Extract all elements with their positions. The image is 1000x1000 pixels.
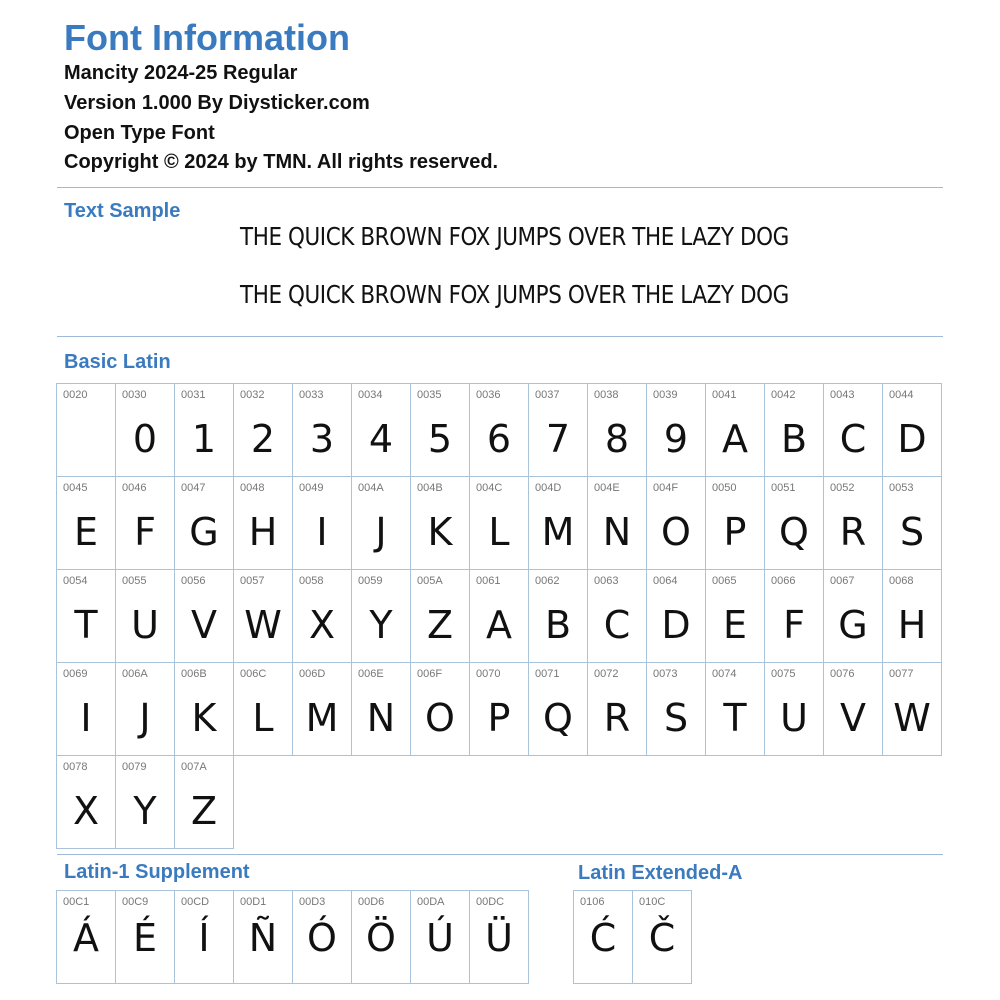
glyph-cell [352,891,411,984]
glyph-code: 0053 [889,482,914,494]
glyph-cell [411,891,470,984]
glyph-char: N [602,510,632,554]
glyph-code: 0057 [240,575,265,587]
glyph-code: 0050 [712,482,737,494]
glyph-cell [352,384,411,477]
glyph-code: 0054 [63,575,88,587]
glyph-code: 0065 [712,575,737,587]
glyph-char: X [72,789,100,833]
glyph-cell [57,477,116,570]
page-title: Font Information [64,17,350,58]
glyph-char: X [308,603,336,647]
glyph-cell [234,384,293,477]
glyph-char: F [783,603,805,647]
glyph-code: 0046 [122,482,147,494]
glyph-char: B [544,603,572,647]
glyph-cell [175,891,234,984]
glyph-char: L [252,696,274,740]
glyph-code: 004C [476,482,503,494]
glyph-code: 00CD [181,896,210,908]
glyph-cell [175,570,234,663]
glyph-cell [293,477,352,570]
glyph-code: 006A [122,668,148,680]
latin-extended-a-grid [573,890,692,984]
glyph-cell [57,384,116,477]
glyph-code: 00D6 [358,896,385,908]
glyph-cell [574,891,633,984]
divider [57,187,943,188]
glyph-char: J [375,510,387,554]
glyph-char: O [661,510,691,554]
glyph-code: 0044 [889,389,914,401]
glyph-cell [352,570,411,663]
glyph-cell [175,663,234,756]
glyph-char: 4 [368,417,394,461]
latin-extended-a-heading: Latin Extended-A [578,862,743,884]
glyph-cell [647,663,706,756]
glyph-char: H [248,510,278,554]
glyph-code: 0055 [122,575,147,587]
glyph-cell [234,570,293,663]
glyph-char: 2 [250,417,276,461]
glyph-code: 006D [299,668,326,680]
glyph-char: G [838,603,868,647]
glyph-cell [883,663,942,756]
glyph-char: 9 [663,417,689,461]
glyph-char: P [487,696,511,740]
glyph-code: 0034 [358,389,383,401]
glyph-cell [57,570,116,663]
glyph-cell [234,891,293,984]
glyph-code: 00DC [476,896,505,908]
glyph-code: 004E [594,482,620,494]
glyph-code: 0030 [122,389,147,401]
glyph-char: B [780,417,808,461]
glyph-char: N [366,696,396,740]
font-name: Mancity 2024-25 Regular [64,62,298,84]
glyph-cell [411,384,470,477]
latin1-supplement-grid [56,890,529,984]
glyph-cell [647,384,706,477]
glyph-code: 0037 [535,389,560,401]
glyph-code: 0033 [299,389,324,401]
glyph-char: K [191,696,217,740]
glyph-code: 0042 [771,389,796,401]
glyph-cell [470,477,529,570]
glyph-char: W [244,603,282,647]
glyph-cell [470,570,529,663]
glyph-code: 0106 [580,896,605,908]
glyph-char: C [603,603,631,647]
glyph-cell [765,570,824,663]
glyph-code: 0074 [712,668,737,680]
glyph-code: 0075 [771,668,796,680]
glyph-cell [57,663,116,756]
glyph-cell [824,663,883,756]
glyph-code: 0051 [771,482,796,494]
glyph-char: Q [543,696,573,740]
glyph-cell [647,477,706,570]
glyph-char: L [488,510,510,554]
font-version: Version 1.000 By Diysticker.com [64,92,370,114]
glyph-char: K [427,510,453,554]
glyph-cell [883,570,942,663]
glyph-char: Y [369,603,393,647]
glyph-char: S [899,510,925,554]
glyph-cell [175,477,234,570]
glyph-code: 0041 [712,389,737,401]
glyph-code: 0063 [594,575,619,587]
glyph-cell [352,477,411,570]
glyph-char: O [425,696,455,740]
glyph-cell [116,384,175,477]
glyph-cell [411,663,470,756]
glyph-char: V [840,696,866,740]
glyph-char: D [661,603,691,647]
glyph-code: 0039 [653,389,678,401]
glyph-char: Ü [485,916,513,960]
glyph-code: 0058 [299,575,324,587]
glyph-cell [706,663,765,756]
glyph-code: 006F [417,668,443,680]
glyph-code: 0031 [181,389,206,401]
glyph-cell [529,477,588,570]
glyph-char: I [80,696,92,740]
glyph-char: M [305,696,339,740]
glyph-cell [57,756,116,849]
glyph-char: 1 [191,417,217,461]
glyph-code: 0048 [240,482,265,494]
glyph-char: Z [190,789,218,833]
glyph-char: Ö [366,916,396,960]
glyph-code: 0077 [889,668,914,680]
glyph-cell [824,570,883,663]
glyph-cell [470,663,529,756]
font-type: Open Type Font [64,122,215,144]
glyph-code: 004A [358,482,384,494]
glyph-code: 0067 [830,575,855,587]
glyph-char: W [893,696,931,740]
glyph-char: 0 [132,417,158,461]
glyph-cell [352,663,411,756]
glyph-cell [116,570,175,663]
glyph-cell [824,384,883,477]
glyph-cell [824,477,883,570]
text-sample-heading: Text Sample [64,200,181,222]
glyph-cell [234,663,293,756]
glyph-code: 006E [358,668,384,680]
glyph-char: 5 [427,417,453,461]
glyph-char: M [541,510,575,554]
glyph-cell [57,891,116,984]
glyph-cell [706,570,765,663]
basic-latin-heading: Basic Latin [64,351,171,373]
glyph-code: 0070 [476,668,501,680]
glyph-code: 0069 [63,668,88,680]
glyph-char: Ć [589,916,617,960]
glyph-cell [411,477,470,570]
glyph-code: 0059 [358,575,383,587]
glyph-cell [706,384,765,477]
glyph-char: G [189,510,219,554]
glyph-char: P [723,510,747,554]
glyph-char: Ó [307,916,337,960]
glyph-cell [588,384,647,477]
text-sample-line: THE QUICK BROWN FOX JUMPS OVER THE LAZY DOG [240,280,789,309]
text-sample-line: THE QUICK BROWN FOX JUMPS OVER THE LAZY DOG [240,222,789,251]
glyph-char: Í [198,916,210,960]
glyph-code: 00DA [417,896,445,908]
glyph-char: H [897,603,927,647]
glyph-char: Z [426,603,454,647]
divider [57,854,943,855]
glyph-char: F [134,510,156,554]
glyph-char: V [191,603,217,647]
glyph-char: Y [133,789,157,833]
glyph-code: 007A [181,761,207,773]
glyph-code: 004F [653,482,679,494]
glyph-char: D [897,417,927,461]
glyph-char: E [73,510,98,554]
divider [57,336,943,337]
glyph-char: J [139,696,151,740]
glyph-code: 0066 [771,575,796,587]
glyph-code: 0064 [653,575,678,587]
glyph-cell [588,663,647,756]
glyph-cell [529,384,588,477]
glyph-code: 0076 [830,668,855,680]
glyph-code: 0079 [122,761,147,773]
glyph-cell [293,570,352,663]
glyph-cell [883,384,942,477]
glyph-code: 0043 [830,389,855,401]
glyph-char: Č [648,916,676,960]
glyph-code: 0062 [535,575,560,587]
glyph-char: Ú [426,916,454,960]
glyph-code: 00C9 [122,896,149,908]
glyph-code: 004D [535,482,562,494]
basic-latin-grid [56,383,942,849]
glyph-cell [175,756,234,849]
glyph-char: R [603,696,631,740]
glyph-char: U [131,603,159,647]
glyph-code: 0035 [417,389,442,401]
glyph-char: C [839,417,867,461]
glyph-code: 006C [240,668,267,680]
glyph-code: 0032 [240,389,265,401]
glyph-cell [116,891,175,984]
glyph-cell [470,384,529,477]
glyph-cell [116,477,175,570]
glyph-cell [529,663,588,756]
glyph-code: 00D1 [240,896,267,908]
glyph-char: Á [73,916,99,960]
glyph-char: S [663,696,689,740]
glyph-cell [647,570,706,663]
glyph-cell [293,384,352,477]
glyph-char: A [722,417,748,461]
glyph-cell [116,756,175,849]
glyph-cell [234,477,293,570]
glyph-code: 00C1 [63,896,90,908]
glyph-code: 0068 [889,575,914,587]
glyph-char: A [486,603,512,647]
glyph-code: 0052 [830,482,855,494]
glyph-char: 8 [604,417,630,461]
glyph-code: 0049 [299,482,324,494]
glyph-cell [588,570,647,663]
glyph-cell [470,891,529,984]
glyph-code: 0073 [653,668,678,680]
glyph-code: 0047 [181,482,206,494]
glyph-code: 010C [639,896,666,908]
glyph-char: É [132,916,157,960]
glyph-code: 004B [417,482,443,494]
glyph-cell [293,891,352,984]
glyph-cell [765,384,824,477]
glyph-char: I [316,510,328,554]
glyph-cell [883,477,942,570]
glyph-code: 0072 [594,668,619,680]
glyph-code: 006B [181,668,207,680]
glyph-code: 0045 [63,482,88,494]
glyph-code: 0071 [535,668,560,680]
glyph-cell [411,570,470,663]
glyph-code: 0078 [63,761,88,773]
glyph-cell [116,663,175,756]
glyph-char: T [74,603,98,647]
glyph-code: 005A [417,575,443,587]
glyph-code: 0061 [476,575,501,587]
glyph-cell [633,891,692,984]
glyph-char: E [722,603,747,647]
glyph-char: R [839,510,867,554]
glyph-code: 0038 [594,389,619,401]
copyright: Copyright © 2024 by TMN. All rights reserved. [64,151,499,173]
glyph-code: 0036 [476,389,501,401]
glyph-char: 3 [309,417,335,461]
glyph-cell [706,477,765,570]
glyph-char: U [780,696,808,740]
glyph-cell [529,570,588,663]
glyph-cell [765,663,824,756]
glyph-code: 00D3 [299,896,326,908]
latin1-supplement-heading: Latin-1 Supplement [64,861,250,883]
glyph-code: 0056 [181,575,206,587]
glyph-char: Q [779,510,809,554]
glyph-cell [588,477,647,570]
glyph-code: 0020 [63,389,88,401]
glyph-char: 7 [545,417,571,461]
glyph-char: 6 [486,417,512,461]
glyph-cell [293,663,352,756]
glyph-char: T [723,696,747,740]
glyph-cell [765,477,824,570]
glyph-cell [175,384,234,477]
glyph-char: Ñ [248,916,278,960]
